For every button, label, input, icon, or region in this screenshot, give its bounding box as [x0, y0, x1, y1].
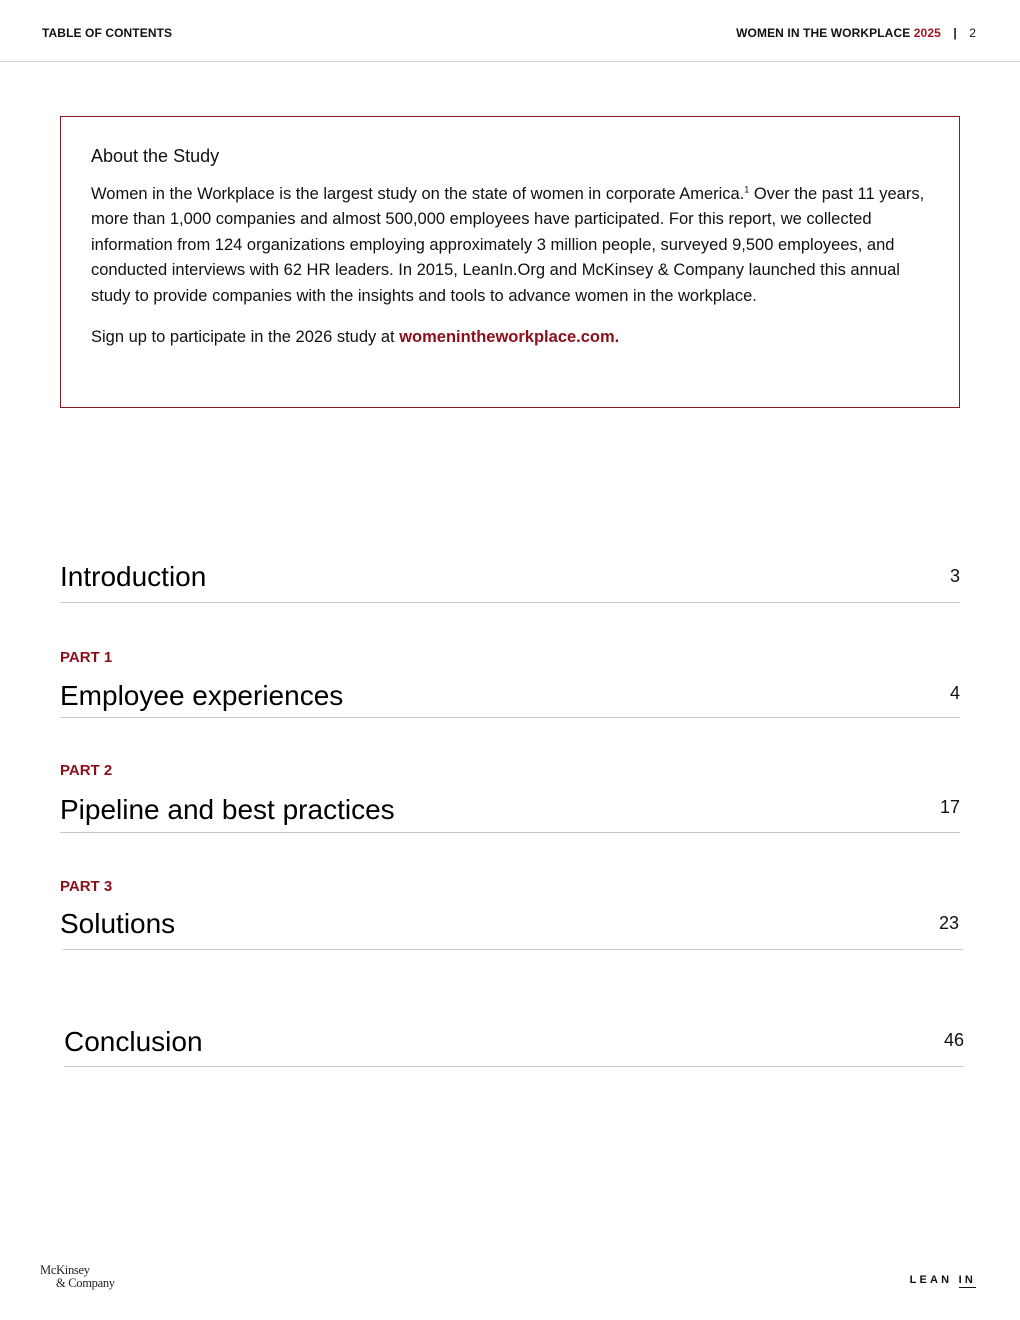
- toc-title: Solutions: [60, 908, 176, 939]
- toc-part-label: PART 3: [60, 878, 113, 895]
- toc-page-number: 46: [943, 1030, 964, 1050]
- toc-page-number: 4: [949, 683, 960, 703]
- report-name: WOMEN IN THE WORKPLACE: [736, 26, 911, 40]
- toc-item-conclusion[interactable]: [64, 1017, 964, 1067]
- page-number: 2: [969, 26, 976, 40]
- leanin-logo-part1: LEAN: [909, 1274, 953, 1286]
- toc-title: Conclusion: [64, 1026, 203, 1057]
- about-study-text-2: Over the past 11 years, more than 1,000 companies and almost 500,000 employees have participated. For this report, we collected information from 124 organizations employing approximately 3 million people, surveyed 9,500 employees, and conducted interviews with 62 HR leaders. In 2015, LeanIn.Org and McKinsey & Company launched this annual study to provide companies with the insights and tools to advance women in the workplace.: [91, 185, 925, 305]
- toc-page-number: 17: [939, 797, 960, 817]
- toc-item-employee-experiences[interactable]: [60, 672, 960, 718]
- toc-page-number: 3: [949, 566, 960, 586]
- section-label: TABLE OF CONTENTS: [42, 26, 173, 40]
- mckinsey-logo: [40, 1264, 115, 1290]
- toc-item-introduction[interactable]: [60, 552, 960, 603]
- mckinsey-logo-line1: McKinsey: [40, 1263, 90, 1277]
- about-study-box: [60, 116, 960, 408]
- header-separator: |: [953, 26, 957, 40]
- toc-part-label: PART 1: [60, 649, 113, 666]
- leanin-logo-part2: IN: [958, 1274, 976, 1286]
- about-study-text-1: Women in the Workplace is the largest study on the state of women in corporate America.: [91, 185, 745, 203]
- page-header: [0, 0, 1020, 62]
- study-website-link[interactable]: womenintheworkplace.com.: [399, 328, 620, 347]
- report-year: 2025: [913, 26, 941, 40]
- toc-page-number: 23: [938, 913, 959, 933]
- signup-line: [91, 325, 929, 350]
- footnote-marker[interactable]: 1: [744, 184, 750, 195]
- toc-title: Employee experiences: [60, 680, 344, 711]
- toc-item-pipeline[interactable]: [60, 786, 960, 833]
- toc-title: Pipeline and best practices: [60, 794, 395, 825]
- toc-title: Introduction: [60, 561, 207, 592]
- toc-part-label: PART 2: [60, 762, 113, 779]
- report-header: [736, 26, 976, 40]
- signup-text: Sign up to participate in the 2026 study at: [91, 328, 400, 347]
- leanin-logo: [910, 1274, 976, 1286]
- mckinsey-logo-line2: & Company: [56, 1276, 115, 1290]
- toc-item-solutions[interactable]: [60, 900, 963, 950]
- about-study-body: [91, 182, 929, 309]
- about-study-title: About the Study: [91, 146, 220, 166]
